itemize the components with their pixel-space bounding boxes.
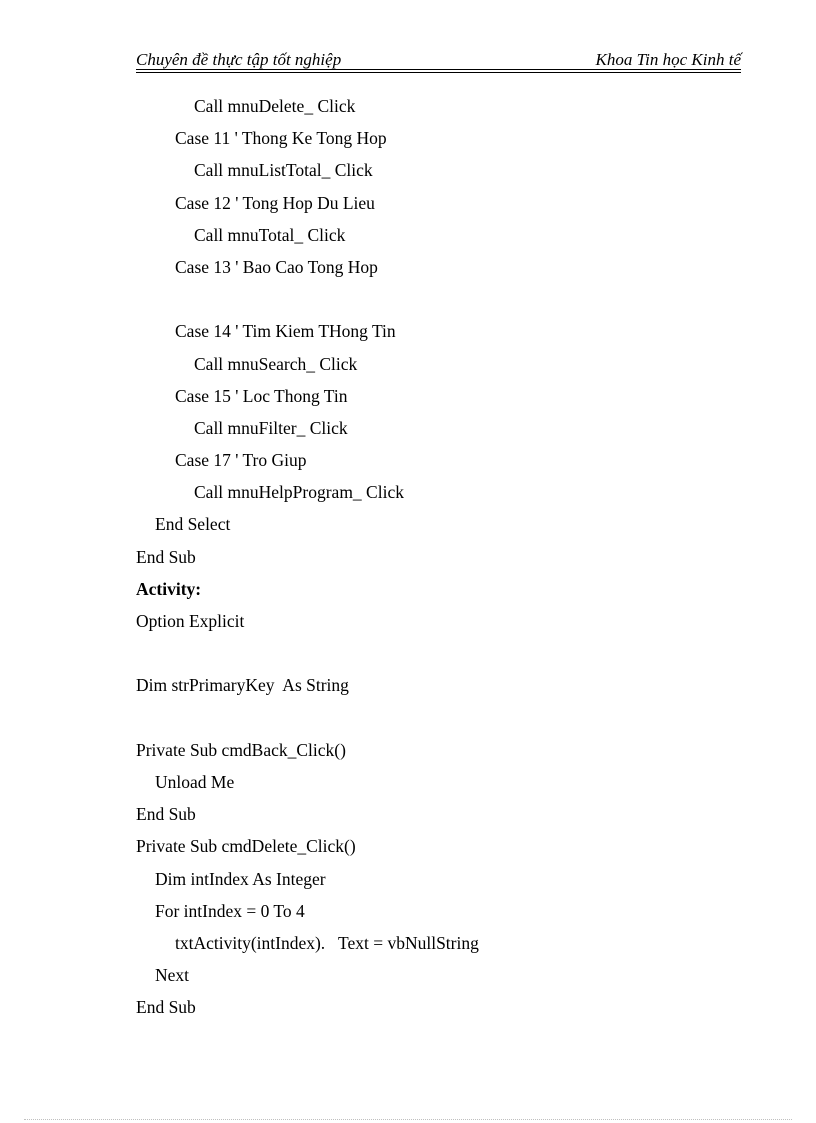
section-heading: Activity:	[136, 578, 202, 599]
page-bottom-divider	[24, 1119, 792, 1120]
code-line: Call mnuListTotal_ Click	[194, 160, 373, 181]
code-line: End Sub	[136, 997, 196, 1018]
code-line: Call mnuHelpProgram_ Click	[194, 482, 404, 503]
code-line: Call mnuFilter_ Click	[194, 417, 348, 438]
code-line: Private Sub cmdBack_Click()	[136, 739, 346, 760]
page-header	[136, 48, 741, 72]
code-line: Dim intIndex As Integer	[155, 868, 326, 889]
code-line: End Sub	[136, 546, 196, 567]
code-line: Option Explicit	[136, 611, 245, 631]
blank-line	[136, 704, 736, 736]
blank-line	[136, 285, 736, 317]
header-rule-top	[136, 69, 741, 70]
code-line: Case 14 ' Tim Kiem THong Tin	[175, 321, 396, 342]
blank-line	[136, 639, 736, 671]
code-line: Call mnuDelete_ Click	[194, 96, 356, 116]
code-line: Private Sub cmdDelete_Click()	[136, 836, 356, 857]
code-line: Case 13 ' Bao Cao Tong Hop	[175, 256, 378, 277]
code-line: Next	[155, 965, 190, 986]
code-line: End Sub	[136, 804, 196, 825]
code-line: Call mnuSearch_ Click	[194, 353, 358, 374]
code-line: Case 15 ' Loc Thong Tin	[175, 385, 348, 406]
code-line: Call mnuTotal_ Click	[194, 224, 346, 245]
code-listing	[136, 92, 736, 1025]
header-left-title: Chuyên đề thực tập tốt nghiệp	[136, 50, 342, 69]
code-line: Case 17 ' Tro Giup	[175, 450, 307, 471]
code-line: Dim strPrimaryKey As String	[136, 675, 349, 696]
code-line: End Select	[155, 514, 231, 535]
header-right-title: Khoa Tin học Kinh tế	[595, 50, 741, 69]
code-line: txtActivity(intIndex). Text = vbNullString	[175, 932, 479, 953]
code-line: Case 11 ' Thong Ke Tong Hop	[175, 128, 387, 149]
code-line: Unload Me	[155, 771, 235, 792]
code-line: For intIndex = 0 To 4	[155, 900, 305, 921]
code-line: Case 12 ' Tong Hop Du Lieu	[175, 192, 375, 213]
header-rule-bottom	[136, 72, 741, 73]
